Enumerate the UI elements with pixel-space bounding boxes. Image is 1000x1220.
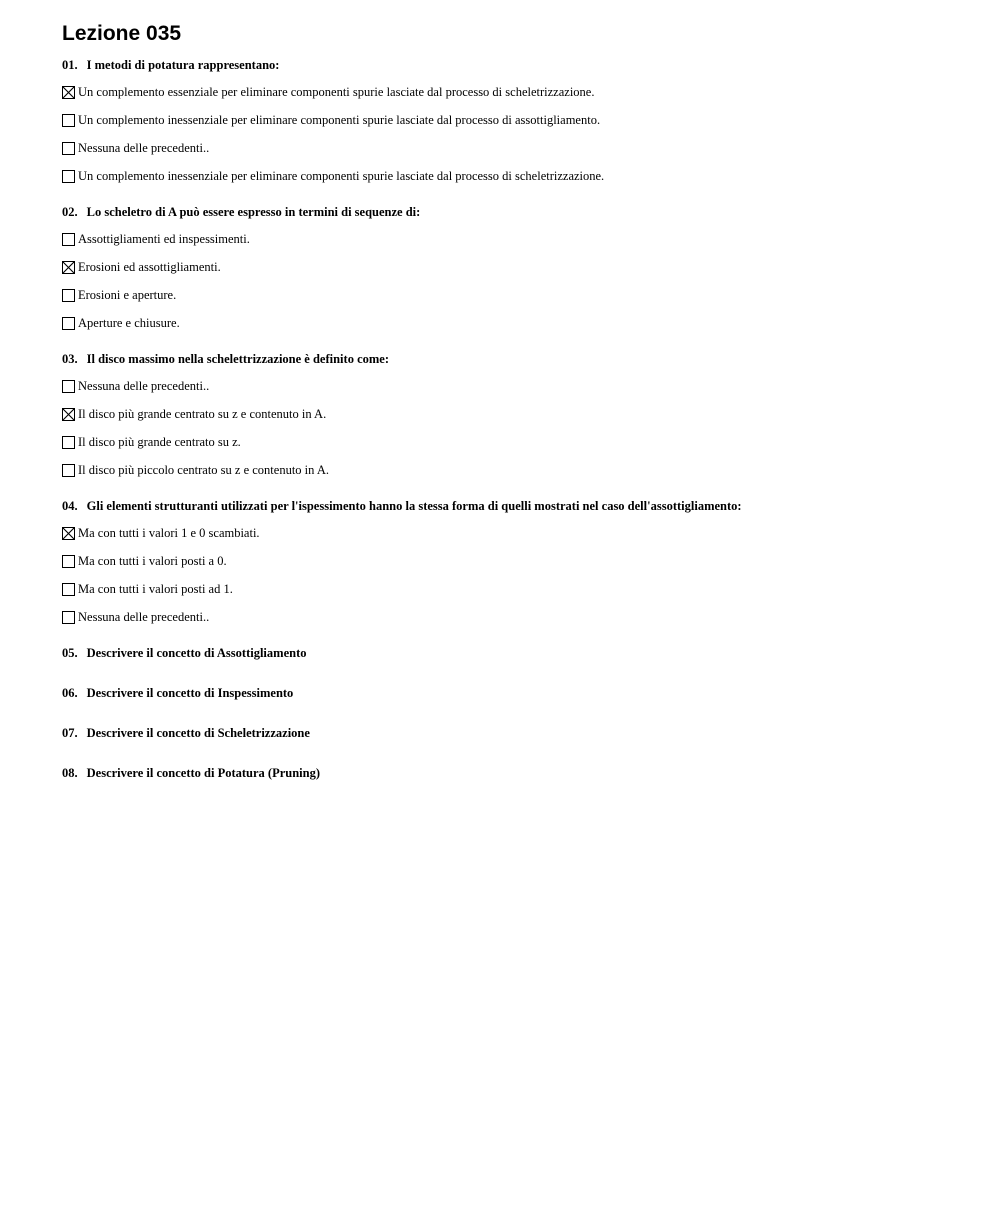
question-number: 02.: [62, 205, 78, 219]
answer-option[interactable]: [62, 405, 962, 423]
answer-options: [62, 377, 962, 479]
answer-option-label: Aperture e chiusure.: [78, 316, 180, 330]
question-03: [62, 351, 962, 479]
check-cross-icon: [63, 409, 74, 420]
answer-option-label: Nessuna delle precedenti..: [78, 141, 210, 155]
answer-option[interactable]: [62, 258, 962, 276]
answer-options: [62, 524, 962, 626]
answer-checkbox[interactable]: [62, 142, 75, 155]
question-number: 01.: [62, 58, 78, 72]
answer-checkbox[interactable]: [62, 114, 75, 127]
question-text: [62, 725, 962, 741]
question-label: Lo scheletro di A può essere espresso in termini di sequenze di:: [86, 205, 421, 219]
answer-option-label: Erosioni ed assottigliamenti.: [78, 260, 221, 274]
question-06: [62, 685, 962, 701]
answer-checkbox[interactable]: [62, 86, 75, 99]
check-cross-icon: [63, 528, 74, 539]
question-05: [62, 645, 962, 661]
answer-option[interactable]: [62, 524, 962, 542]
question-text: [62, 498, 962, 514]
answer-option[interactable]: [62, 552, 962, 570]
answer-checkbox[interactable]: [62, 170, 75, 183]
question-number: 03.: [62, 352, 78, 366]
question-number: 08.: [62, 766, 78, 780]
answer-option-label: Assottigliamenti ed inspessimenti.: [78, 232, 250, 246]
question-number: 04.: [62, 499, 78, 513]
answer-option[interactable]: [62, 167, 962, 185]
check-cross-icon: [63, 87, 74, 98]
question-text: [62, 765, 962, 781]
question-text: [62, 645, 962, 661]
question-number: 05.: [62, 646, 78, 660]
answer-checkbox[interactable]: [62, 380, 75, 393]
answer-option[interactable]: [62, 580, 962, 598]
answer-option[interactable]: [62, 230, 962, 248]
answer-option[interactable]: [62, 83, 962, 101]
question-07: [62, 725, 962, 741]
question-text: [62, 351, 962, 367]
question-label: Descrivere il concetto di Assottigliamento: [86, 646, 307, 660]
answer-option-label: Il disco più piccolo centrato su z e contenuto in A.: [78, 463, 329, 477]
question-text: [62, 57, 962, 73]
question-label: Descrivere il concetto di Scheletrizzazione: [86, 726, 310, 740]
answer-option[interactable]: [62, 377, 962, 395]
check-cross-icon: [63, 262, 74, 273]
answer-option[interactable]: [62, 461, 962, 479]
answer-option[interactable]: [62, 608, 962, 626]
answer-option-label: Nessuna delle precedenti..: [78, 610, 210, 624]
question-label: I metodi di potatura rappresentano:: [86, 58, 280, 72]
exam-page: [62, 20, 962, 805]
answer-checkbox[interactable]: [62, 317, 75, 330]
answer-option[interactable]: [62, 111, 962, 129]
answer-option-label: Un complemento essenziale per eliminare componenti spurie lasciate dal processo di scheletrizzazione.: [78, 85, 595, 99]
question-label: Descrivere il concetto di Potatura (Pruning): [86, 766, 321, 780]
question-08: [62, 765, 962, 781]
question-04: [62, 498, 962, 626]
answer-checkbox[interactable]: [62, 408, 75, 421]
question-text: [62, 685, 962, 701]
answer-checkbox[interactable]: [62, 233, 75, 246]
question-02: [62, 204, 962, 332]
answer-checkbox[interactable]: [62, 527, 75, 540]
answer-option-label: Il disco più grande centrato su z e contenuto in A.: [78, 407, 327, 421]
question-01: [62, 57, 962, 185]
question-number: 06.: [62, 686, 78, 700]
answer-option-label: Un complemento inessenziale per eliminare componenti spurie lasciate dal processo di assottigliamento.: [78, 113, 601, 127]
answer-option[interactable]: [62, 314, 962, 332]
question-list: [62, 57, 962, 781]
answer-options: [62, 83, 962, 185]
answer-checkbox[interactable]: [62, 436, 75, 449]
answer-option-label: Ma con tutti i valori posti a 0.: [78, 554, 227, 568]
question-text: [62, 204, 962, 220]
answer-option-label: Ma con tutti i valori posti ad 1.: [78, 582, 233, 596]
answer-checkbox[interactable]: [62, 583, 75, 596]
page-title: Lezione 035: [62, 22, 182, 45]
answer-option-label: Erosioni e aperture.: [78, 288, 177, 302]
answer-option-label: Un complemento inessenziale per eliminare componenti spurie lasciate dal processo di scheletrizzazione.: [78, 169, 605, 183]
question-label: Descrivere il concetto di Inspessimento: [86, 686, 294, 700]
answer-option[interactable]: [62, 433, 962, 451]
answer-checkbox[interactable]: [62, 261, 75, 274]
answer-checkbox[interactable]: [62, 555, 75, 568]
question-label: Gli elementi strutturanti utilizzati per l'ispessimento hanno la stessa forma di quelli mostrati nel caso dell'assottigliamento:: [86, 499, 742, 513]
question-number: 07.: [62, 726, 78, 740]
answer-option-label: Ma con tutti i valori 1 e 0 scambiati.: [78, 526, 260, 540]
answer-checkbox[interactable]: [62, 464, 75, 477]
answer-checkbox[interactable]: [62, 289, 75, 302]
answer-options: [62, 230, 962, 332]
question-label: Il disco massimo nella schelettrizzazione è definito come:: [86, 352, 389, 366]
answer-option-label: Il disco più grande centrato su z.: [78, 435, 241, 449]
answer-option[interactable]: [62, 139, 962, 157]
answer-checkbox[interactable]: [62, 611, 75, 624]
answer-option[interactable]: [62, 286, 962, 304]
answer-option-label: Nessuna delle precedenti..: [78, 379, 210, 393]
